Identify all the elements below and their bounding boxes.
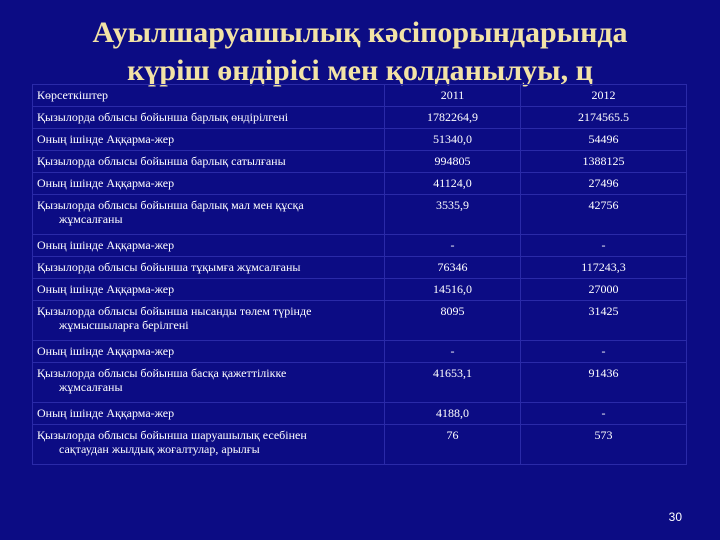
table-row [33,425,687,465]
data-table-container [32,84,686,465]
row-label [33,341,385,363]
cell-2012: 91436 [521,363,687,403]
table-row [33,363,687,403]
row-label [33,257,385,279]
cell-2012: 27496 [521,173,687,195]
row-label [33,129,385,151]
table-row [33,173,687,195]
row-label [33,363,385,403]
row-label [33,173,385,195]
cell-2012: 31425 [521,301,687,341]
cell-2012: 42756 [521,195,687,235]
data-table [32,84,687,465]
title-line-2: күріш өндірісі мен қолданылуы, ц [127,54,593,87]
cell-2012: - [521,235,687,257]
cell-2011: 41653,1 [385,363,521,403]
cell-2011: 41124,0 [385,173,521,195]
page-number: 30 [668,510,682,524]
row-label-line-1: Қызылорда облысы бойынша барлық сатылғаны [37,154,286,168]
cell-2012: 2174565.5 [521,107,687,129]
cell-2011: 14516,0 [385,279,521,301]
cell-2012: 54496 [521,129,687,151]
row-label-line-1: Қызылорда облысы бойынша тұқымға жұмсалғаны [37,260,301,274]
row-label [33,195,385,235]
row-label-line-2: жұмсалғаны [59,212,123,226]
row-label-line-1: Оның ішінде Аққарма-жер [37,176,175,190]
cell-2011: 994805 [385,151,521,173]
cell-2011: 1782264,9 [385,107,521,129]
cell-2012: - [521,403,687,425]
row-label-line-1: Оның ішінде Аққарма-жер [37,406,175,420]
row-label [33,151,385,173]
row-label-line-1: Оның ішінде Аққарма-жер [37,238,175,252]
row-label-line-1: Қызылорда облысы бойынша шаруашылық есебінен [37,428,307,442]
row-label-line-2: сақтаудан жылдық жоғалтулар, арылғы [59,442,260,456]
slide-title [0,14,720,90]
table-row [33,195,687,235]
row-label [33,403,385,425]
cell-2012: 1388125 [521,151,687,173]
table-header-row [33,85,687,107]
row-label-line-1: Қызылорда облысы бойынша нысанды төлем түрінде [37,304,312,318]
cell-2012: 117243,3 [521,257,687,279]
row-label [33,107,385,129]
row-label [33,235,385,257]
table-row [33,403,687,425]
row-label-line-1: Оның ішінде Аққарма-жер [37,344,175,358]
row-label-line-1: Қызылорда облысы бойынша барлық мал мен құсқа [37,198,304,212]
table-row [33,257,687,279]
cell-2011: 76 [385,425,521,465]
row-label [33,425,385,465]
row-label-line-1: Оның ішінде Аққарма-жер [37,282,175,296]
cell-2012: 27000 [521,279,687,301]
header-indicators: Көрсеткіштер [33,85,385,107]
row-label [33,279,385,301]
cell-2011: 51340,0 [385,129,521,151]
cell-2011: 76346 [385,257,521,279]
cell-2011: - [385,341,521,363]
row-label [33,301,385,341]
cell-2011: 8095 [385,301,521,341]
table-row [33,107,687,129]
table-row [33,151,687,173]
title-line-1: Ауылшаруашылық кәсіпорындарында [92,16,628,49]
table-row [33,235,687,257]
cell-2011: 4188,0 [385,403,521,425]
row-label-line-2: жұмысшыларға берілгені [59,318,189,332]
cell-2011: - [385,235,521,257]
row-label-line-1: Қызылорда облысы бойынша басқа қажеттілікке [37,366,287,380]
row-label-line-2: жұмсалғаны [59,380,123,394]
table-row [33,301,687,341]
table-row [33,279,687,301]
cell-2011: 3535,9 [385,195,521,235]
table-row [33,129,687,151]
cell-2012: 573 [521,425,687,465]
header-2011: 2011 [385,85,521,107]
header-2012: 2012 [521,85,687,107]
table-row [33,341,687,363]
row-label-line-1: Оның ішінде Аққарма-жер [37,132,175,146]
cell-2012: - [521,341,687,363]
row-label-line-1: Қызылорда облысы бойынша барлық өндірілгені [37,110,289,124]
